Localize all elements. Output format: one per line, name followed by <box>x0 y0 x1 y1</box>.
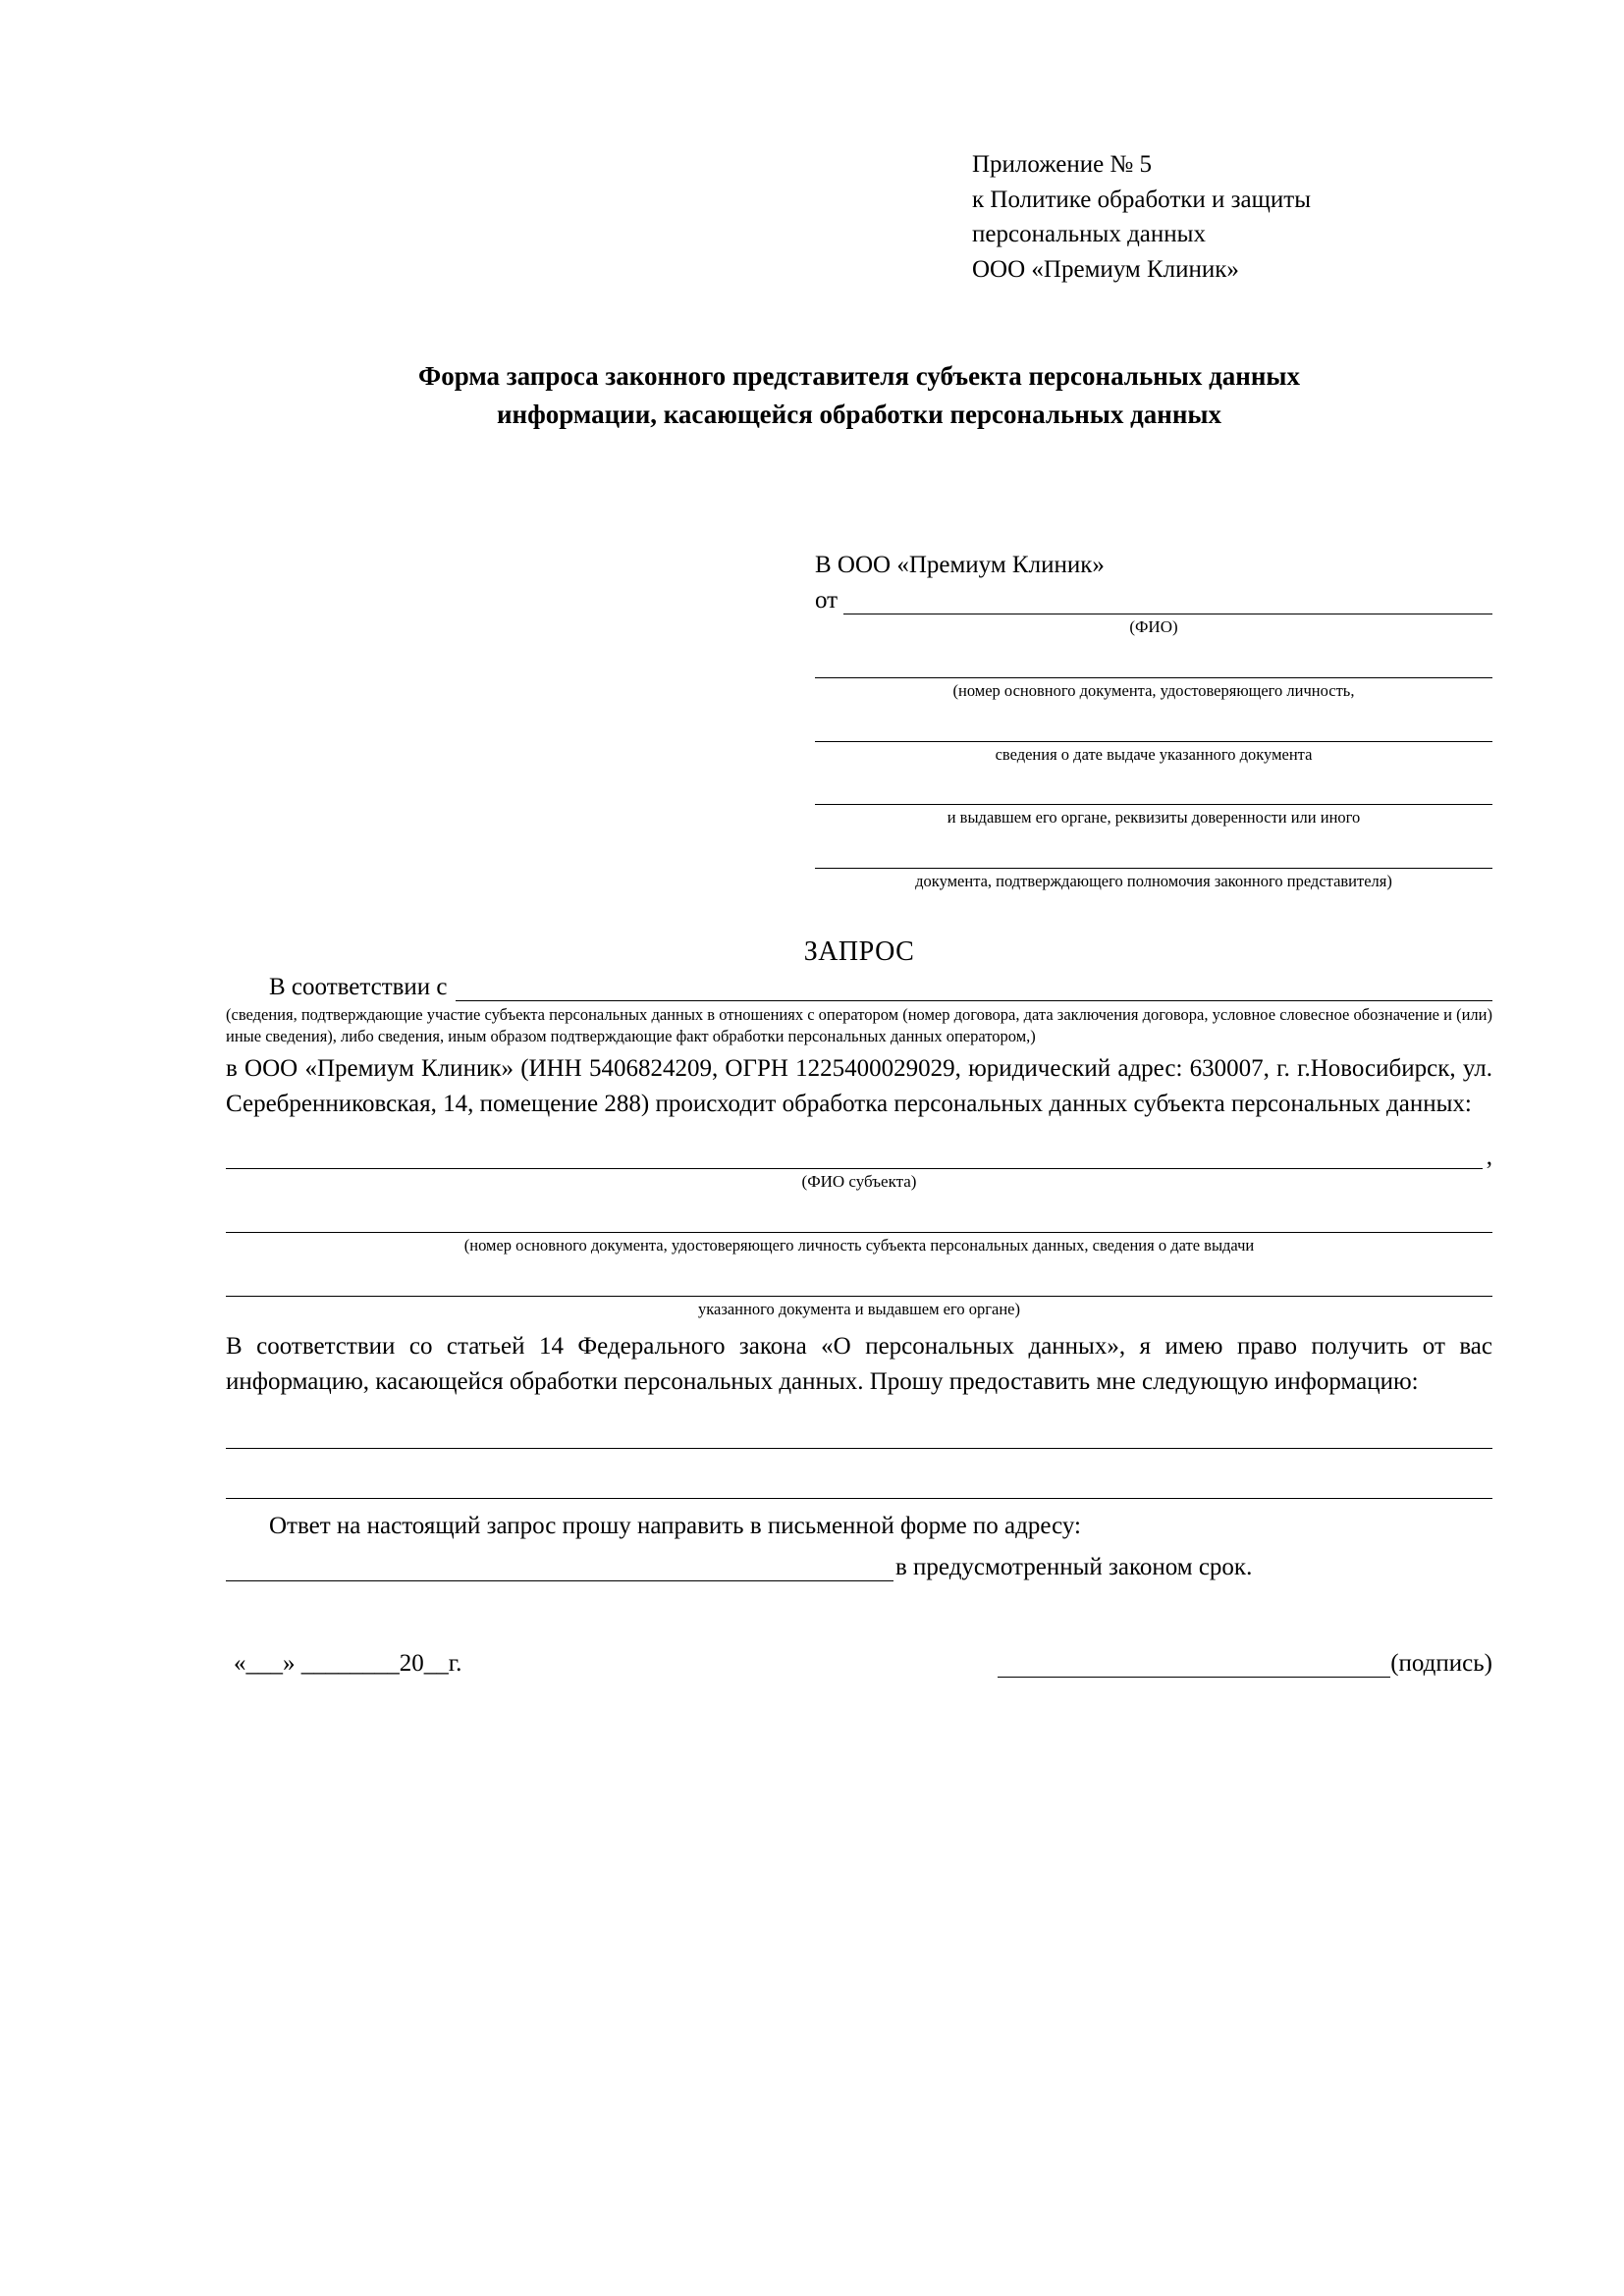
rep-doc-issuer-field[interactable] <box>815 778 1492 805</box>
answer-paragraph: Ответ на настоящий запрос прошу направить в письменной форме по адресу: <box>269 1513 1081 1540</box>
basis-row <box>226 974 1492 1001</box>
answer-address-tail: в предусмотренный законом срок. <box>895 1553 1253 1580</box>
caption-subject-doc-2: указанного документа и выдавшем его органе) <box>698 1299 1020 1318</box>
signature-row <box>226 1650 1492 1678</box>
appendix-header <box>972 147 1492 287</box>
document-sheet <box>226 147 1492 1678</box>
rep-doc-date-field[interactable] <box>815 716 1492 742</box>
requested-info-field-1[interactable] <box>226 1422 1492 1449</box>
appendix-header-line-3: персональных данных <box>972 221 1206 247</box>
from-row <box>815 587 1492 614</box>
answer-address-row <box>226 1554 1492 1581</box>
law-paragraph: В соответствии со статьей 14 Федерального закона «О персональных данных», я имею право получить от вас информацию, касающейся обработки персональных данных. Прошу предоставить мне следующую информацию: <box>226 1333 1492 1395</box>
rep-doc-number-field[interactable] <box>815 652 1492 678</box>
addressee-organization: В ООО «Премиум Клиник» <box>815 552 1105 579</box>
caption-doc-date: сведения о дате выдаче указанного документа <box>995 744 1313 764</box>
page-title-line-1: Форма запроса законного представителя субъекта персональных данных <box>418 361 1300 391</box>
subject-doc-field[interactable] <box>226 1206 1492 1233</box>
caption-doc-number: (номер основного документа, удостоверяющего личность, <box>952 681 1355 701</box>
subject-fio-row <box>226 1145 1492 1169</box>
date-field[interactable]: «___» ________20__г. <box>234 1649 462 1677</box>
from-label: от <box>815 587 839 614</box>
subject-fio-field[interactable] <box>226 1147 1483 1169</box>
answer-address-field[interactable] <box>226 1559 893 1581</box>
subject-doc-issuer-field[interactable] <box>226 1270 1492 1297</box>
caption-subject-fio: (ФИО субъекта) <box>801 1172 917 1192</box>
rep-doc-authority-field[interactable] <box>815 842 1492 869</box>
signature-field[interactable] <box>998 1655 1390 1678</box>
from-fio-field[interactable] <box>843 592 1492 614</box>
caption-doc-issuer: и выдавшем его органе, реквизиты доверенности или иного <box>947 808 1361 828</box>
page-title <box>226 357 1492 434</box>
addressee-block <box>815 552 1492 891</box>
appendix-header-line-2: к Политике обработки и защиты <box>972 186 1312 213</box>
appendix-header-line-4: ООО «Премиум Клиник» <box>972 255 1239 283</box>
requested-info-field-2[interactable] <box>226 1472 1492 1499</box>
signature-label: (подпись) <box>1390 1649 1492 1677</box>
appendix-header-line-1: Приложение № 5 <box>972 151 1153 178</box>
request-heading: ЗАПРОС <box>803 936 915 968</box>
caption-basis: (сведения, подтверждающие участие субъекта персональных данных в отношениях с оператором (номер договора, дата заключения договора, условное словесное обозначение и (или) иные сведения), либо сведения, иным образом подтверждающие факт обработки персональных данных оператором,) <box>226 1005 1492 1046</box>
caption-fio: (ФИО) <box>1129 617 1178 637</box>
caption-subject-doc: (номер основного документа, удостоверяющего личность субъекта персональных данных, сведения о дате выдачи <box>463 1236 1255 1255</box>
caption-doc-authority: документа, подтверждающего полномочия законного представителя) <box>915 871 1392 890</box>
page-title-line-2: информации, касающейся обработки персональных данных <box>497 400 1221 430</box>
basis-field[interactable] <box>456 979 1492 1001</box>
subject-fio-comma: , <box>1486 1144 1492 1171</box>
basis-label: В соответствии с <box>269 974 448 1001</box>
operator-paragraph: в ООО «Премиум Клиник» (ИНН 5406824209, ОГРН 1225400029029, юридический адрес: 630007, г. г.Новосибирск, ул. Серебренниковская, 14, помещение 288) происходит обработка персональных данных субъекта персональных данных: <box>226 1055 1492 1117</box>
